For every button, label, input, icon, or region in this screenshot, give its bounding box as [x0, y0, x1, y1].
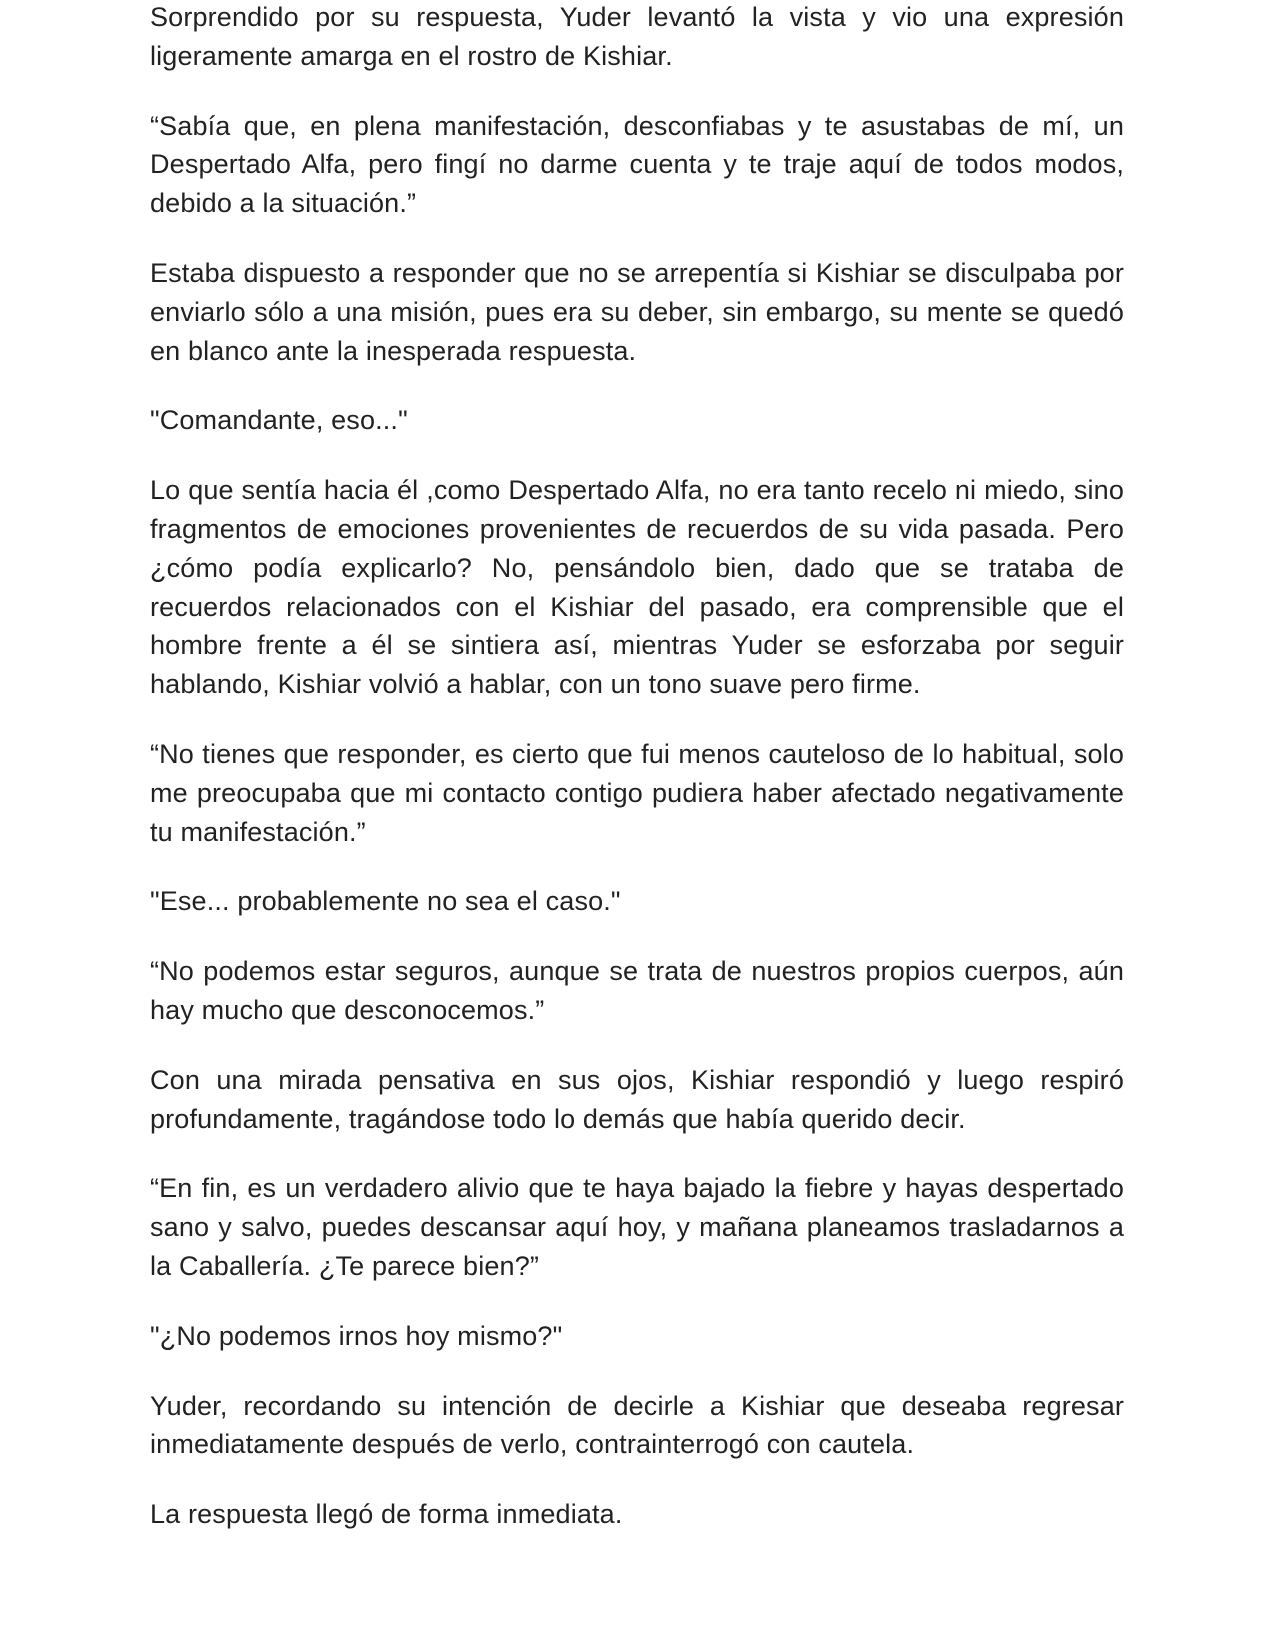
paragraph: Con una mirada pensativa en sus ojos, Kishiar respondió y luego respiró profundamente, tragándose todo lo demás que había querido decir. — [150, 1064, 1124, 1134]
paragraph: "Comandante, eso..." — [150, 405, 408, 436]
paragraph: "Ese... probablemente no sea el caso." — [150, 886, 621, 917]
paragraph: Sorprendido por su respuesta, Yuder levantó la vista y vio una expresión ligeramente amarga en el rostro de Kishiar. — [150, 2, 1124, 71]
paragraph: “No tienes que responder, es cierto que fui menos cauteloso de lo habitual, solo me preocupaba que mi contacto contigo pudiera haber afectado negativamente tu manifestación.” — [150, 738, 1124, 847]
paragraph: "¿No podemos irnos hoy mismo?" — [150, 1320, 563, 1351]
paragraph: “No podemos estar seguros, aunque se trata de nuestros propios cuerpos, aún hay mucho que desconocemos.” — [150, 956, 1124, 1025]
paragraph: La respuesta llegó de forma inmediata. — [150, 1499, 623, 1530]
document-page — [150, 0, 1124, 1565]
paragraph: “Sabía que, en plena manifestación, desconfiabas y te asustabas de mí, un Despertado Alfa, pero fingí no darme cuenta y te traje aquí de todos modos, debido a la situación.” — [150, 110, 1124, 219]
paragraph: Lo que sentía hacia él ,como Despertado Alfa, no era tanto recelo ni miedo, sino fragmentos de emociones provenientes de recuerdos de su vida pasada. Pero ¿cómo podía explicarlo? No, pensándolo bien, dado que se trataba de recuerdos relacionados con el Kishiar del pasado, era comprensible que el hombre frente a él se sintiera así, mientras Yuder se esforzaba por seguir hablando, Kishiar volvió a hablar, con un tono suave pero firme. — [150, 475, 1124, 700]
paragraph: “En fin, es un verdadero alivio que te haya bajado la fiebre y hayas despertado sano y salvo, puedes descansar aquí hoy, y mañana planeamos trasladarnos a la Caballería. ¿Te parece bien?” — [150, 1173, 1124, 1281]
paragraph: Estaba dispuesto a responder que no se arrepentía si Kishiar se disculpaba por enviarlo sólo a una misión, pues era su deber, sin embargo, su mente se quedó en blanco ante la inesperada respuesta. — [150, 257, 1124, 366]
paragraph: Yuder, recordando su intención de decirle a Kishiar que deseaba regresar inmediatamente después de verlo, contrainterrogó con cautela. — [150, 1390, 1124, 1460]
